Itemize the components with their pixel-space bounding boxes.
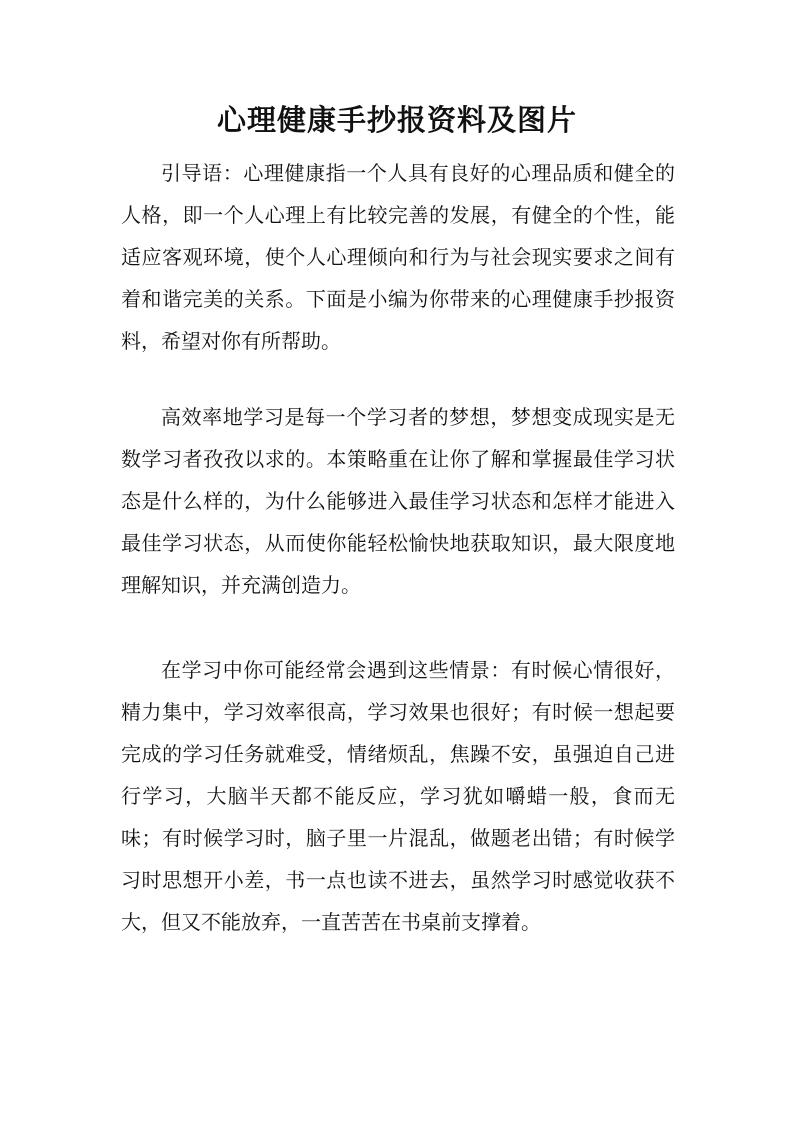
document-title: 心理健康手抄报资料及图片 <box>216 103 577 137</box>
body-paragraph-learning-situations: 在学习中你可能经常会遇到这些情景：有时候心情很好，精力集中，学习效率很高，学习效果也很好；有时候一想起要完成的学习任务就难受，情绪烦乱，焦躁不安，虽强迫自己进行学习，大脑半天都不能反应，学习犹如嚼蜡一般，食而无味；有时候学习时，脑子里一片混乱，做题老出错；有时候学习时思想开小差，书一点也读不进去，虽然学习时感觉收获不大，但又不能放弃，一直苦苦在书桌前支撑着。 <box>121 658 675 934</box>
body-paragraph-efficient-learning: 高效率地学习是每一个学习者的梦想，梦想变成现实是无数学习者孜孜以求的。本策略重在让你了解和掌握最佳学习状态是什么样的，为什么能够进入最佳学习状态和怎样才能进入最佳学习状态，从而使你能轻松愉快地获取知识，最大限度地理解知识，并充满创造力。 <box>121 405 675 597</box>
intro-paragraph: 引导语：心理健康指一个人具有良好的心理品质和健全的人格，即一个人心理上有比较完善的发展，有健全的个性，能适应客观环境，使个人心理倾向和行为与社会现实要求之间有着和谐完美的关系。下面是小编为你带来的心理健康手抄报资料，希望对你有所帮助。 <box>121 161 675 353</box>
